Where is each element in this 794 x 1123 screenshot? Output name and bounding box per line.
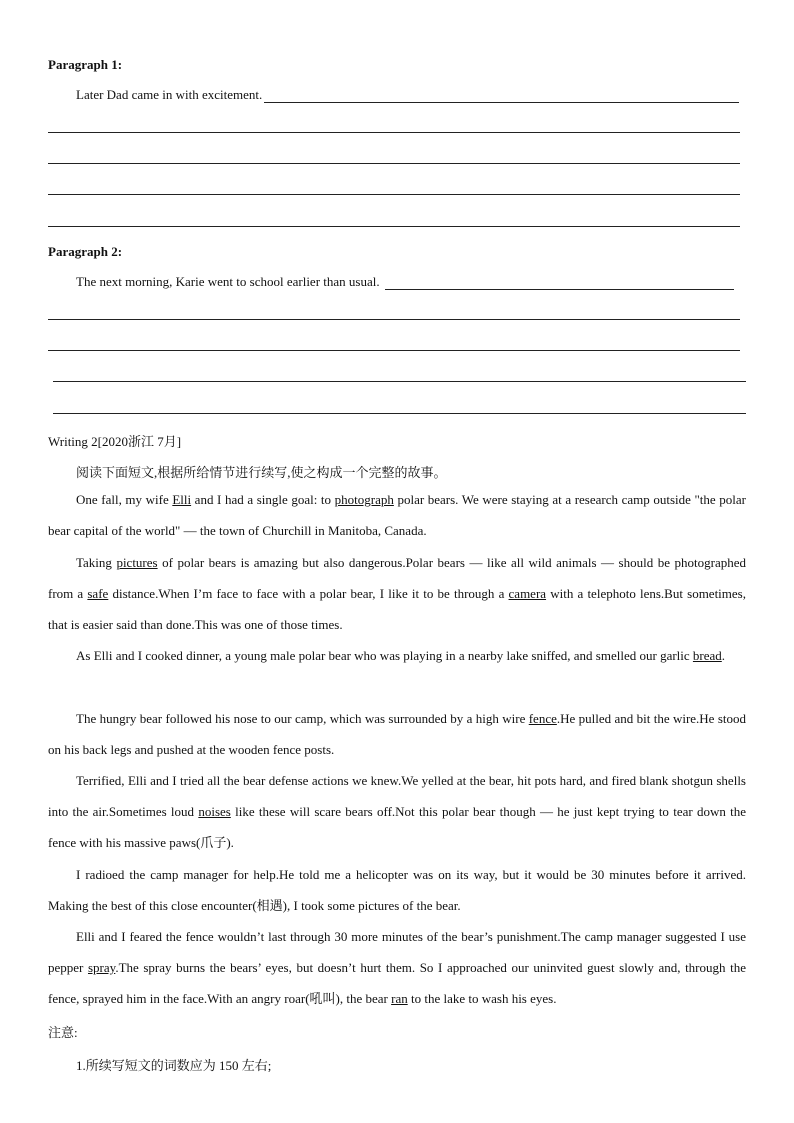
story-paragraph-6 (48, 859, 746, 921)
writing-line[interactable] (264, 90, 739, 103)
paragraph-2-heading: Paragraph 2: (48, 244, 123, 259)
writing-2-instruction: 阅读下面短文,根据所给情节进行续写,使之构成一个完整的故事。 (76, 465, 447, 480)
keyword-ran: ran (391, 991, 408, 1007)
writing-line[interactable] (385, 277, 734, 290)
paragraph-2-first-line[interactable] (76, 274, 734, 290)
story-paragraph-7 (48, 921, 746, 1015)
keyword-spray: spray (87, 960, 116, 976)
story-text: Terrified, Elli and I tried all the bear defense actions we knew.We yelled at the bear, hit pots hard, and fired blank shotgun shells into the air.Sometimes loud (48, 773, 746, 820)
story-text: Elli and I feared the fence wouldn’t last through 30 more minutes of the bear’s punishment.The camp manager suggested I use pepper (48, 929, 746, 976)
paragraph-1-heading: Paragraph 1: (48, 57, 123, 72)
story-text: of polar bears is amazing but also dangerous.Polar bears — like all wild animals — should be photographed from a (48, 555, 746, 602)
story-text: distance.When I’m face to face with a polar bear, I like it to be through a (108, 586, 509, 602)
writing-2-title: Writing 2[2020浙江 7月] (48, 434, 182, 449)
paragraph-2-starter: The next morning, Karie went to school earlier than usual. (76, 274, 383, 289)
story-text: polar bears. We were staying at a research camp outside "the polar bear capital of the world" — the town of Churchill in Manitoba, Canada. (48, 492, 746, 539)
story-text: One fall, my wife (76, 492, 173, 507)
story-paragraph-4 (48, 703, 746, 765)
story-text: .The spray burns the bears’ eyes, but doesn’t hurt them. So I approached our uninvited guest slowly and, through the fence, sprayed him in the face.With an angry roar(吼叫), the bear (48, 960, 746, 1007)
writing-line[interactable] (48, 226, 740, 227)
note-item-1: 1.所续写短文的词数应为 150 左右; (76, 1058, 272, 1073)
story-text: Taking (76, 555, 117, 570)
writing-line[interactable] (48, 319, 740, 320)
story-text: As Elli and I cooked dinner, a young male polar bear who was playing in a nearby lake sniffed, and smelled our garlic (76, 648, 693, 663)
keyword-pictures: pictures (116, 555, 158, 570)
keyword-noises: noises (198, 804, 231, 820)
keyword-camera: camera (508, 586, 547, 602)
keyword-photograph: photograph (334, 492, 394, 507)
paragraph-1-starter: Later Dad came in with excitement. (76, 87, 263, 102)
writing-line[interactable] (48, 350, 740, 351)
story-text: like these will scare bears off.Not this polar bear though — he just kept trying to tear down the fence with his massive paws(爪子). (48, 804, 746, 851)
writing-line[interactable] (53, 413, 746, 414)
story-text: with a telephoto lens.But sometimes, that is easier said than done.This was one of those times. (48, 586, 746, 633)
story-text: and I had a single goal: to (191, 492, 335, 507)
story-text: I radioed the camp manager for help.He told me a helicopter was on its way, but it would be 30 minutes before it arrived. Making the best of this close encounter(相遇), I took some pictures of the bear. (48, 867, 746, 914)
story-text: . (721, 648, 726, 663)
keyword-elli: Elli (172, 492, 192, 507)
story-paragraph-2 (48, 547, 746, 641)
writing-line[interactable] (53, 381, 746, 382)
keyword-fence: fence (528, 711, 557, 726)
story-paragraph-3 (48, 640, 746, 671)
story-text: to the lake to wash his eyes. (407, 991, 557, 1007)
writing-line[interactable] (48, 163, 740, 164)
paragraph-1-first-line[interactable] (76, 87, 739, 103)
note-label: 注意: (48, 1025, 78, 1040)
keyword-bread: bread (692, 648, 722, 663)
writing-line[interactable] (48, 132, 740, 133)
keyword-safe: safe (87, 586, 109, 602)
story-paragraph-1 (48, 484, 746, 546)
story-paragraph-5 (48, 765, 746, 859)
writing-line[interactable] (48, 194, 740, 195)
story-text: The hungry bear followed his nose to our camp, which was surrounded by a high wire (76, 711, 529, 726)
story-text: .He pulled and bit the wire.He stood on his back legs and pushed at the wooden fence posts. (48, 711, 746, 758)
